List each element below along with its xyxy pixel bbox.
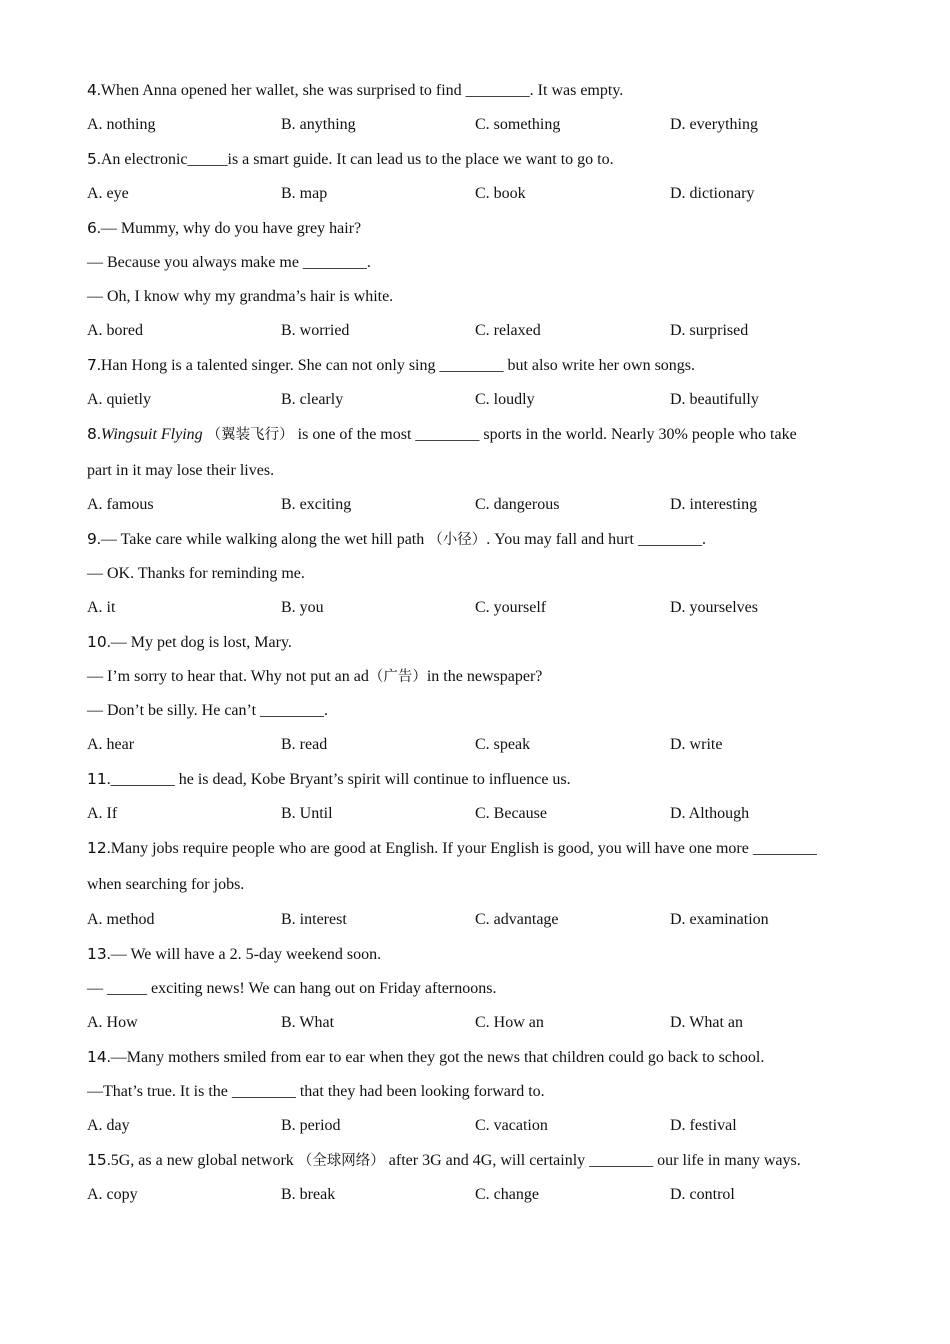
option-a[interactable]: A. How bbox=[87, 1014, 138, 1031]
option-a[interactable]: A. bored bbox=[87, 322, 143, 339]
option-d[interactable]: D. control bbox=[670, 1186, 735, 1203]
question-text: .5G, as a new global network bbox=[106, 1152, 298, 1169]
option-c[interactable]: C. relaxed bbox=[475, 322, 541, 339]
option-a[interactable]: A. quietly bbox=[87, 391, 151, 408]
question-13-options bbox=[87, 1013, 867, 1033]
option-a[interactable]: A. nothing bbox=[87, 116, 156, 133]
question-6-options bbox=[87, 321, 867, 341]
option-a[interactable]: A. eye bbox=[87, 185, 129, 202]
option-a[interactable]: A. day bbox=[87, 1117, 130, 1134]
option-d[interactable]: D. everything bbox=[670, 116, 758, 133]
option-c[interactable]: C. change bbox=[475, 1186, 539, 1203]
option-b[interactable]: B. map bbox=[281, 185, 328, 202]
question-13-stem bbox=[87, 944, 381, 965]
question-10-options bbox=[87, 735, 867, 755]
question-text: .Han Hong is a talented singer. She can not only sing ________ but also write her own songs. bbox=[96, 357, 696, 374]
question-8-stem: 8.Wingsuit Flying （翼装飞行） is one of the most ________ sports in the world. Nearly 30% people who take bbox=[87, 425, 797, 443]
dialogue-line: — Oh, I know why my grandma’s hair is white. bbox=[87, 288, 394, 305]
question-9-stem bbox=[87, 529, 706, 550]
question-8-options bbox=[87, 495, 867, 515]
option-a[interactable]: A. copy bbox=[87, 1186, 138, 1203]
option-d[interactable]: D. festival bbox=[670, 1117, 737, 1134]
option-a[interactable]: A. If bbox=[87, 805, 118, 822]
option-c[interactable]: C. Because bbox=[475, 805, 547, 822]
question-number: 7 bbox=[87, 356, 97, 374]
question-number: 10 bbox=[87, 633, 107, 651]
question-10-stem bbox=[87, 632, 292, 653]
option-b[interactable]: B. Until bbox=[281, 805, 333, 822]
question-14-options bbox=[87, 1116, 867, 1136]
dialogue-line: — _____ exciting news! We can hang out on Friday afternoons. bbox=[87, 980, 497, 997]
question-number: 5 bbox=[87, 150, 97, 168]
question-text: .— We will have a 2. 5-day weekend soon. bbox=[106, 946, 382, 963]
option-b[interactable]: B. clearly bbox=[281, 391, 344, 408]
option-a[interactable]: A. it bbox=[87, 599, 116, 616]
option-c[interactable]: C. speak bbox=[475, 736, 531, 753]
question-11-stem bbox=[87, 769, 571, 790]
option-c[interactable]: C. vacation bbox=[475, 1117, 548, 1134]
dialogue-text: — I’m sorry to hear that. Why not put an ad bbox=[87, 668, 369, 685]
option-b[interactable]: B. period bbox=[281, 1117, 341, 1134]
option-d[interactable]: D. yourselves bbox=[670, 599, 758, 616]
question-12-stem-continued: when searching for jobs. bbox=[87, 876, 245, 893]
option-b[interactable]: B. you bbox=[281, 599, 324, 616]
option-a[interactable]: A. hear bbox=[87, 736, 135, 753]
question-6-stem bbox=[87, 218, 361, 239]
option-d[interactable]: D. dictionary bbox=[670, 185, 755, 202]
question-4-stem bbox=[87, 80, 623, 101]
question-text: is one of the most ________ sports in the world. Nearly 30% people who take bbox=[297, 426, 797, 443]
question-8-stem-continued: part in it may lose their lives. bbox=[87, 462, 275, 479]
option-c[interactable]: C. How an bbox=[475, 1014, 544, 1031]
question-12-options bbox=[87, 910, 867, 930]
question-text: .When Anna opened her wallet, she was surprised to find ________. It was empty. bbox=[96, 82, 624, 99]
option-a[interactable]: A. method bbox=[87, 911, 155, 928]
option-c[interactable]: C. loudly bbox=[475, 391, 535, 408]
question-number: 6 bbox=[87, 219, 97, 237]
question-14-stem bbox=[87, 1047, 764, 1068]
option-b[interactable]: B. What bbox=[281, 1014, 335, 1031]
chinese-gloss: （广告） bbox=[368, 669, 427, 685]
question-7-stem bbox=[87, 355, 695, 376]
question-number: 4 bbox=[87, 81, 97, 99]
question-number: 13 bbox=[87, 945, 107, 963]
question-12-stem bbox=[87, 838, 817, 859]
question-number: 15 bbox=[87, 1151, 107, 1169]
option-a[interactable]: A. famous bbox=[87, 496, 154, 513]
dialogue-line: — Don’t be silly. He can’t ________. bbox=[87, 702, 329, 719]
option-d[interactable]: D. beautifully bbox=[670, 391, 759, 408]
question-number: 11 bbox=[87, 770, 107, 788]
question-7-options bbox=[87, 390, 867, 410]
option-c[interactable]: C. book bbox=[475, 185, 526, 202]
option-d[interactable]: D. examination bbox=[670, 911, 769, 928]
dialogue-text-end: in the newspaper? bbox=[426, 668, 543, 685]
question-text: .Many jobs require people who are good at English. If your English is good, you will have one more ________ bbox=[106, 840, 817, 857]
dialogue-line: —That’s true. It is the ________ that they had been looking forward to. bbox=[87, 1083, 545, 1100]
option-c[interactable]: C. something bbox=[475, 116, 561, 133]
question-number: 8 bbox=[87, 425, 97, 443]
question-5-stem bbox=[87, 149, 614, 170]
option-b[interactable]: B. worried bbox=[281, 322, 350, 339]
question-number: 12 bbox=[87, 839, 107, 857]
option-d[interactable]: D. What an bbox=[670, 1014, 744, 1031]
dialogue-line bbox=[87, 667, 542, 687]
question-15-stem bbox=[87, 1150, 801, 1171]
dialogue-line: — Because you always make me ________. bbox=[87, 254, 371, 271]
chinese-gloss: （翼装飞行） bbox=[206, 427, 294, 443]
option-b[interactable]: B. anything bbox=[281, 116, 356, 133]
question-text: .— My pet dog is lost, Mary. bbox=[106, 634, 292, 651]
question-5-options bbox=[87, 184, 867, 204]
question-text: .— Take care while walking along the wet hill path bbox=[96, 531, 429, 548]
question-11-options bbox=[87, 804, 867, 824]
question-text: .— Mummy, why do you have grey hair? bbox=[96, 220, 362, 237]
option-b[interactable]: B. exciting bbox=[281, 496, 352, 513]
question-4-options bbox=[87, 115, 867, 135]
question-text: .An electronic_____is a smart guide. It can lead us to the place we want to go to. bbox=[96, 151, 614, 168]
option-c[interactable]: C. advantage bbox=[475, 911, 559, 928]
chinese-gloss: （小径） bbox=[428, 532, 487, 548]
question-text-end: after 3G and 4G, will certainly ________ our life in many ways. bbox=[384, 1152, 801, 1169]
option-c[interactable]: C. yourself bbox=[475, 599, 547, 616]
option-b[interactable]: B. break bbox=[281, 1186, 336, 1203]
question-text-end: . You may fall and hurt ________. bbox=[486, 531, 706, 548]
option-d[interactable]: D. surprised bbox=[670, 322, 749, 339]
option-d[interactable]: D. write bbox=[670, 736, 723, 753]
dialogue-line: — OK. Thanks for reminding me. bbox=[87, 565, 305, 582]
option-b[interactable]: B. interest bbox=[281, 911, 347, 928]
question-text-italic: Wingsuit Flying bbox=[100, 426, 203, 443]
option-d[interactable]: D. interesting bbox=[670, 496, 758, 513]
question-number: 14 bbox=[87, 1048, 107, 1066]
chinese-gloss: （全球网络） bbox=[297, 1153, 385, 1169]
option-c[interactable]: C. dangerous bbox=[475, 496, 560, 513]
question-number: 9 bbox=[87, 530, 97, 548]
option-d[interactable]: D. Although bbox=[670, 805, 750, 822]
question-9-options bbox=[87, 598, 867, 618]
option-b[interactable]: B. read bbox=[281, 736, 328, 753]
question-text: .________ he is dead, Kobe Bryant’s spirit will continue to influence us. bbox=[106, 771, 571, 788]
question-15-options bbox=[87, 1185, 867, 1205]
question-text: .—Many mothers smiled from ear to ear when they got the news that children could go back to school. bbox=[106, 1049, 765, 1066]
